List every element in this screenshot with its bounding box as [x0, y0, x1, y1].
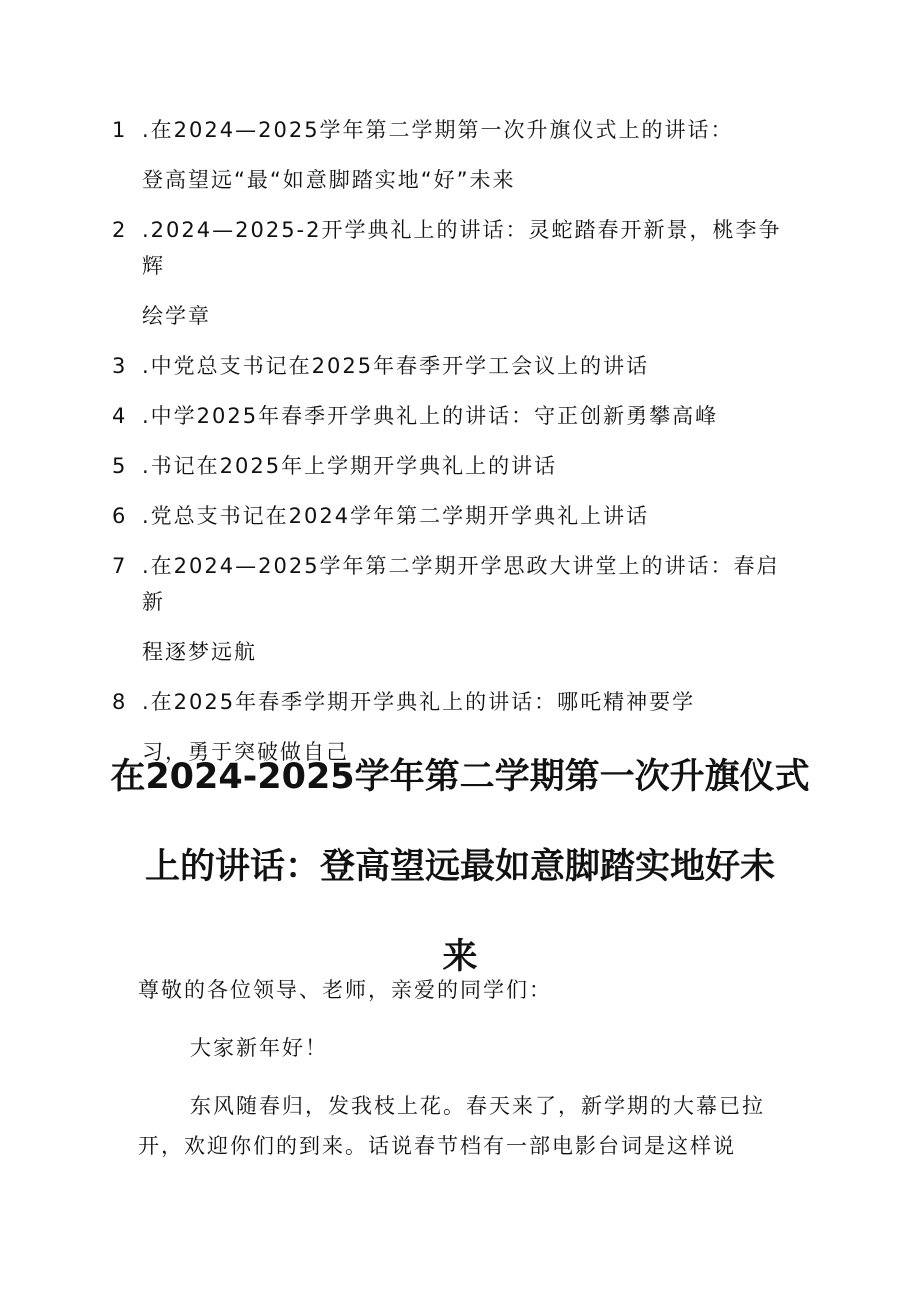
- toc-text-line2: 程逐梦远航: [142, 640, 257, 664]
- toc-text-line1: .中学2025年春季开学典礼上的讲话：守正创新勇攀高峰: [142, 404, 719, 428]
- toc-item-5: [112, 448, 802, 484]
- toc-number: 6: [112, 504, 126, 528]
- toc-number: 1: [112, 118, 126, 142]
- document-title: [0, 732, 920, 1002]
- toc-number: 3: [112, 354, 126, 378]
- toc-text-line1: .在2024—2025学年第二学期第一次升旗仪式上的讲话：: [142, 118, 734, 142]
- toc-item-7: [112, 548, 802, 670]
- toc-text-line1: .在2024—2025学年第二学期开学思政大讲堂上的讲话：春启新: [142, 554, 780, 614]
- toc-text-line1: .2024—2025-2开学典礼上的讲话：灵蛇踏春开新景，桃李争辉: [142, 218, 782, 278]
- toc-item-2: [112, 212, 802, 334]
- toc-text-line1: .党总支书记在2024学年第二学期开学典礼上讲话: [142, 504, 650, 528]
- toc-item-3: [112, 348, 802, 384]
- toc-number: 2: [112, 218, 126, 242]
- paragraph-1-line-2: 开，欢迎你们的到来。话说春节档有一部电影台词是这样说: [138, 1134, 736, 1158]
- greeting: 大家新年好！: [190, 1036, 328, 1060]
- toc-text-line1: .在2025年春季学期开学典礼上的讲话：哪吒精神要学: [142, 690, 696, 714]
- speech-body: [138, 970, 778, 1184]
- toc-text-line2: 登高望远“最“如意脚踏实地“好”未来: [142, 168, 516, 192]
- toc-item-1: [112, 112, 802, 198]
- table-of-contents: [112, 112, 802, 784]
- toc-number: 5: [112, 454, 126, 478]
- title-line-1: 在2024-2025学年第二学期第一次升旗仪式: [110, 757, 810, 797]
- toc-text-line1: .中党总支书记在2025年春季开学工会议上的讲话: [142, 354, 650, 378]
- paragraph-1-line-1: 东风随春归，发我枝上花。春天来了，新学期的大幕已拉: [190, 1094, 765, 1118]
- toc-text-line1: .书记在2025年上学期开学典礼上的讲话: [142, 454, 558, 478]
- toc-text-line2: 习，勇于突破做自己: [142, 740, 349, 764]
- toc-number: 8: [112, 690, 126, 714]
- title-line-3: 来: [442, 937, 478, 977]
- toc-item-6: [112, 498, 802, 534]
- toc-item-4: [112, 398, 802, 434]
- toc-number: 7: [112, 554, 126, 578]
- paragraph-1: [138, 1086, 778, 1166]
- title-line-2: 上的讲话：登高望远最如意脚踏实地好未: [144, 847, 775, 887]
- toc-number: 4: [112, 404, 126, 428]
- toc-text-line2: 绘学章: [142, 304, 211, 328]
- salutation: 尊敬的各位领导、老师，亲爱的同学们：: [138, 978, 552, 1002]
